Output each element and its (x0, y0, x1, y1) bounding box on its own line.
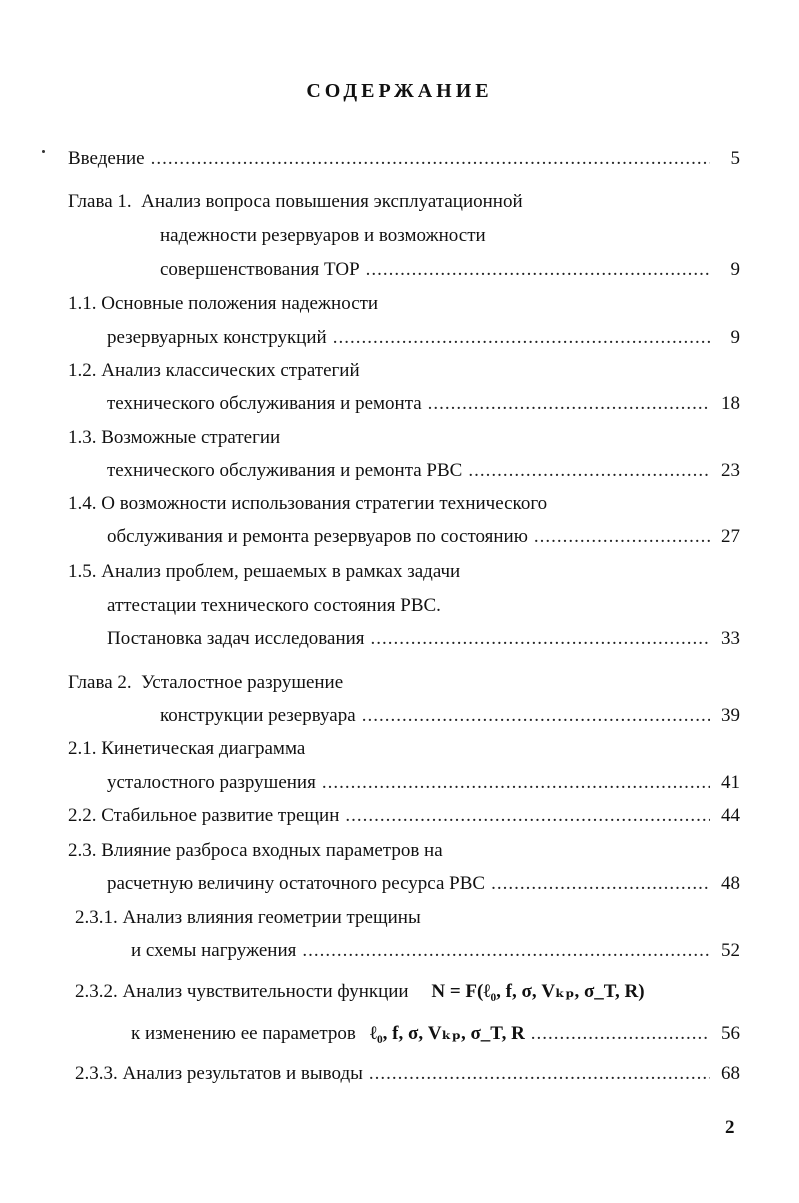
toc-section-1-1-line-1[interactable] (68, 291, 378, 317)
toc-section-2-2[interactable] (68, 803, 740, 829)
toc-section-1-2-line-2[interactable] (107, 391, 740, 417)
leader-dots (362, 703, 710, 729)
leader-dots (151, 146, 710, 172)
toc-entry-text: расчетную величину остаточного ресурса РВС (107, 873, 486, 894)
scan-speck (42, 150, 45, 153)
toc-section-1-3-line-2[interactable] (107, 458, 740, 484)
toc-entry-text: обслуживания и ремонта резервуаров по состоянию (107, 526, 528, 547)
toc-entry-text: Постановка задач исследования (107, 628, 365, 649)
leader-dots (366, 257, 710, 283)
toc-entry-text: 2.3.1. Анализ влияния геометрии трещины (75, 907, 421, 928)
toc-entry-text: конструкции резервуара (160, 705, 356, 726)
toc-section-2-1-line-2[interactable] (107, 770, 740, 796)
leader-dots (371, 626, 710, 652)
toc-entry-text: Глава 2. Усталостное разрушение (68, 672, 344, 693)
leader-dots (534, 524, 710, 550)
toc-chapter-1-line-2 (160, 223, 486, 249)
toc-entry-page: 23 (721, 460, 740, 481)
page-number: 2 (725, 1117, 735, 1138)
toc-section-2-3-1-line-1[interactable] (75, 905, 421, 931)
toc-entry-text: усталостного разрушения (107, 772, 316, 793)
toc-entry-text: 2.2. Стабильное развитие трещин (68, 805, 340, 826)
toc-entry-text: 2.3. Влияние разброса входных параметров на (68, 840, 443, 861)
toc-section-2-3-2-line-2[interactable] (131, 1021, 740, 1047)
toc-entry-page: 39 (721, 705, 740, 726)
toc-entry-page: 52 (721, 940, 740, 961)
toc-entry-text: 1.3. Возможные стратегии (68, 427, 281, 448)
toc-entry-page: 9 (730, 259, 740, 280)
toc-entry-text: 1.5. Анализ проблем, решаемых в рамках задачи (68, 561, 461, 582)
toc-entry-text: резервуарных конструкций (107, 327, 327, 348)
toc-entry-page: 18 (721, 393, 740, 414)
toc-entry-page: 33 (721, 628, 740, 649)
toc-entry-text: совершенствования ТОР (160, 259, 360, 280)
toc-section-1-3-line-1[interactable] (68, 425, 280, 451)
leader-dots (369, 1061, 710, 1087)
toc-section-1-2-line-1[interactable] (68, 358, 360, 384)
leader-dots (531, 1021, 710, 1047)
toc-entry-text: к изменению ее параметров (131, 1023, 356, 1044)
toc-entry-page: 27 (721, 526, 740, 547)
toc-entry-text: и схемы нагружения (131, 940, 297, 961)
toc-entry-text: 1.1. Основные положения надежности (68, 293, 379, 314)
toc-entry-text: 2.3.3. Анализ результатов и выводы (75, 1063, 363, 1084)
toc-entry-page: 56 (721, 1023, 740, 1044)
toc-section-2-3-line-2[interactable] (107, 871, 740, 897)
toc-chapter-2-line-1[interactable] (68, 670, 343, 696)
toc-entry-text: 2.1. Кинетическая диаграмма (68, 738, 306, 759)
toc-entry-text: Глава 1. Анализ вопроса повышения эксплуатационной (68, 191, 523, 212)
leader-dots (302, 938, 710, 964)
toc-entry-text: 2.3.2. Анализ чувствительности функции (75, 981, 409, 1002)
toc-chapter-1-line-3[interactable] (160, 257, 740, 283)
toc-section-2-3-2-line-1[interactable] (75, 979, 645, 1005)
toc-section-1-4-line-2[interactable] (107, 524, 740, 550)
parameters-formula: ℓ₀, f, σ, Vₖₚ, σ_T, R (369, 1023, 525, 1044)
toc-section-1-4-line-1[interactable] (68, 491, 547, 517)
toc-section-2-3-1-line-2[interactable] (131, 938, 740, 964)
toc-section-1-1-line-2[interactable] (107, 325, 740, 351)
toc-entry-text: технического обслуживания и ремонта (107, 393, 422, 414)
toc-entry-text: 1.4. О возможности использования стратегии технического (68, 493, 548, 514)
toc-section-2-3-3[interactable] (75, 1061, 740, 1087)
leader-dots (468, 458, 710, 484)
toc-section-2-1-line-1[interactable] (68, 736, 305, 762)
toc-entry-page: 41 (721, 772, 740, 793)
function-formula: N = F(ℓ₀, f, σ, Vₖₚ, σ_T, R) (431, 981, 645, 1002)
toc-entry-text: 1.2. Анализ классических стратегий (68, 360, 360, 381)
toc-chapter-2-line-2[interactable] (160, 703, 740, 729)
toc-section-2-3-line-1[interactable] (68, 838, 443, 864)
leader-dots (428, 391, 710, 417)
toc-entry-page: 5 (730, 148, 740, 169)
toc-entry-page: 44 (721, 805, 740, 826)
toc-entry-text: Введение (68, 148, 145, 169)
toc-entry-text: аттестации технического состояния РВС. (107, 595, 441, 616)
toc-section-1-5-line-2 (107, 593, 441, 619)
leader-dots (345, 803, 710, 829)
page-title: СОДЕРЖАНИЕ (306, 80, 493, 102)
toc-entry-text: технического обслуживания и ремонта РВС (107, 460, 463, 481)
toc-entry-page: 48 (721, 873, 740, 894)
toc-entry-page: 68 (721, 1063, 740, 1084)
toc-section-1-5-line-3[interactable] (107, 626, 740, 652)
leader-dots (322, 770, 710, 796)
toc-section-1-5-line-1[interactable] (68, 559, 460, 585)
toc-entry-introduction[interactable] (68, 146, 740, 172)
leader-dots (491, 871, 710, 897)
leader-dots (333, 325, 710, 351)
toc-entry-page: 9 (730, 327, 740, 348)
toc-entry-text: надежности резервуаров и возможности (160, 225, 486, 246)
toc-chapter-1-line-1[interactable] (68, 189, 523, 215)
